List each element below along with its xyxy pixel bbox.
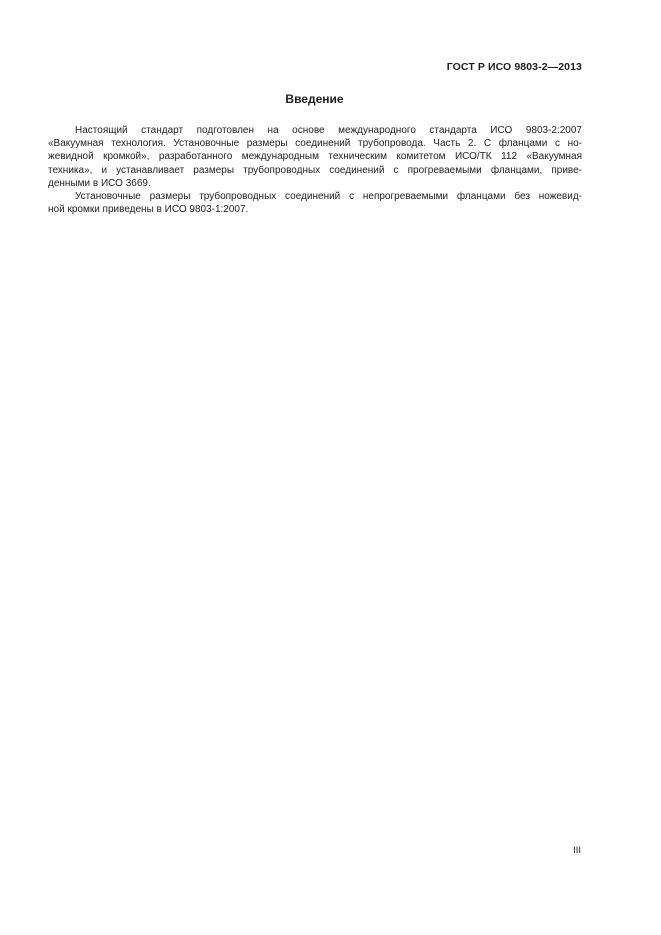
paragraph-line: ной кромки приведены в ИСО 9803-1:2007.	[48, 204, 249, 216]
paragraph-1	[48, 124, 582, 190]
paragraph-line: денными в ИСО 3669.	[48, 177, 151, 189]
page-number: III	[573, 845, 581, 856]
paragraph-line: «Вакуумная технология. Установочные размеры соединений трубопровода. Часть 2. С фланцами с но-	[48, 138, 582, 150]
paragraph-line: жевидной кромкой», разработанного международным техническим комитетом ИСО/ТК 112 «Вакуумная	[48, 151, 582, 163]
paragraph-line: техника», и устанавливает размеры трубопроводных соединений с прогреваемыми фланцами, приве-	[48, 164, 582, 176]
section-title: Введение	[285, 92, 344, 106]
paragraph-2	[48, 190, 582, 216]
paragraph-line: Настоящий стандарт подготовлен на основе международного стандарта ИСО 9803-2:2007	[75, 125, 582, 136]
paragraph-line: Установочные размеры трубопроводных соединений с непрогреваемыми фланцами без ножевид-	[75, 191, 582, 203]
introduction-body	[48, 124, 582, 216]
standard-id-header: ГОСТ Р ИСО 9803-2—2013	[446, 61, 582, 73]
